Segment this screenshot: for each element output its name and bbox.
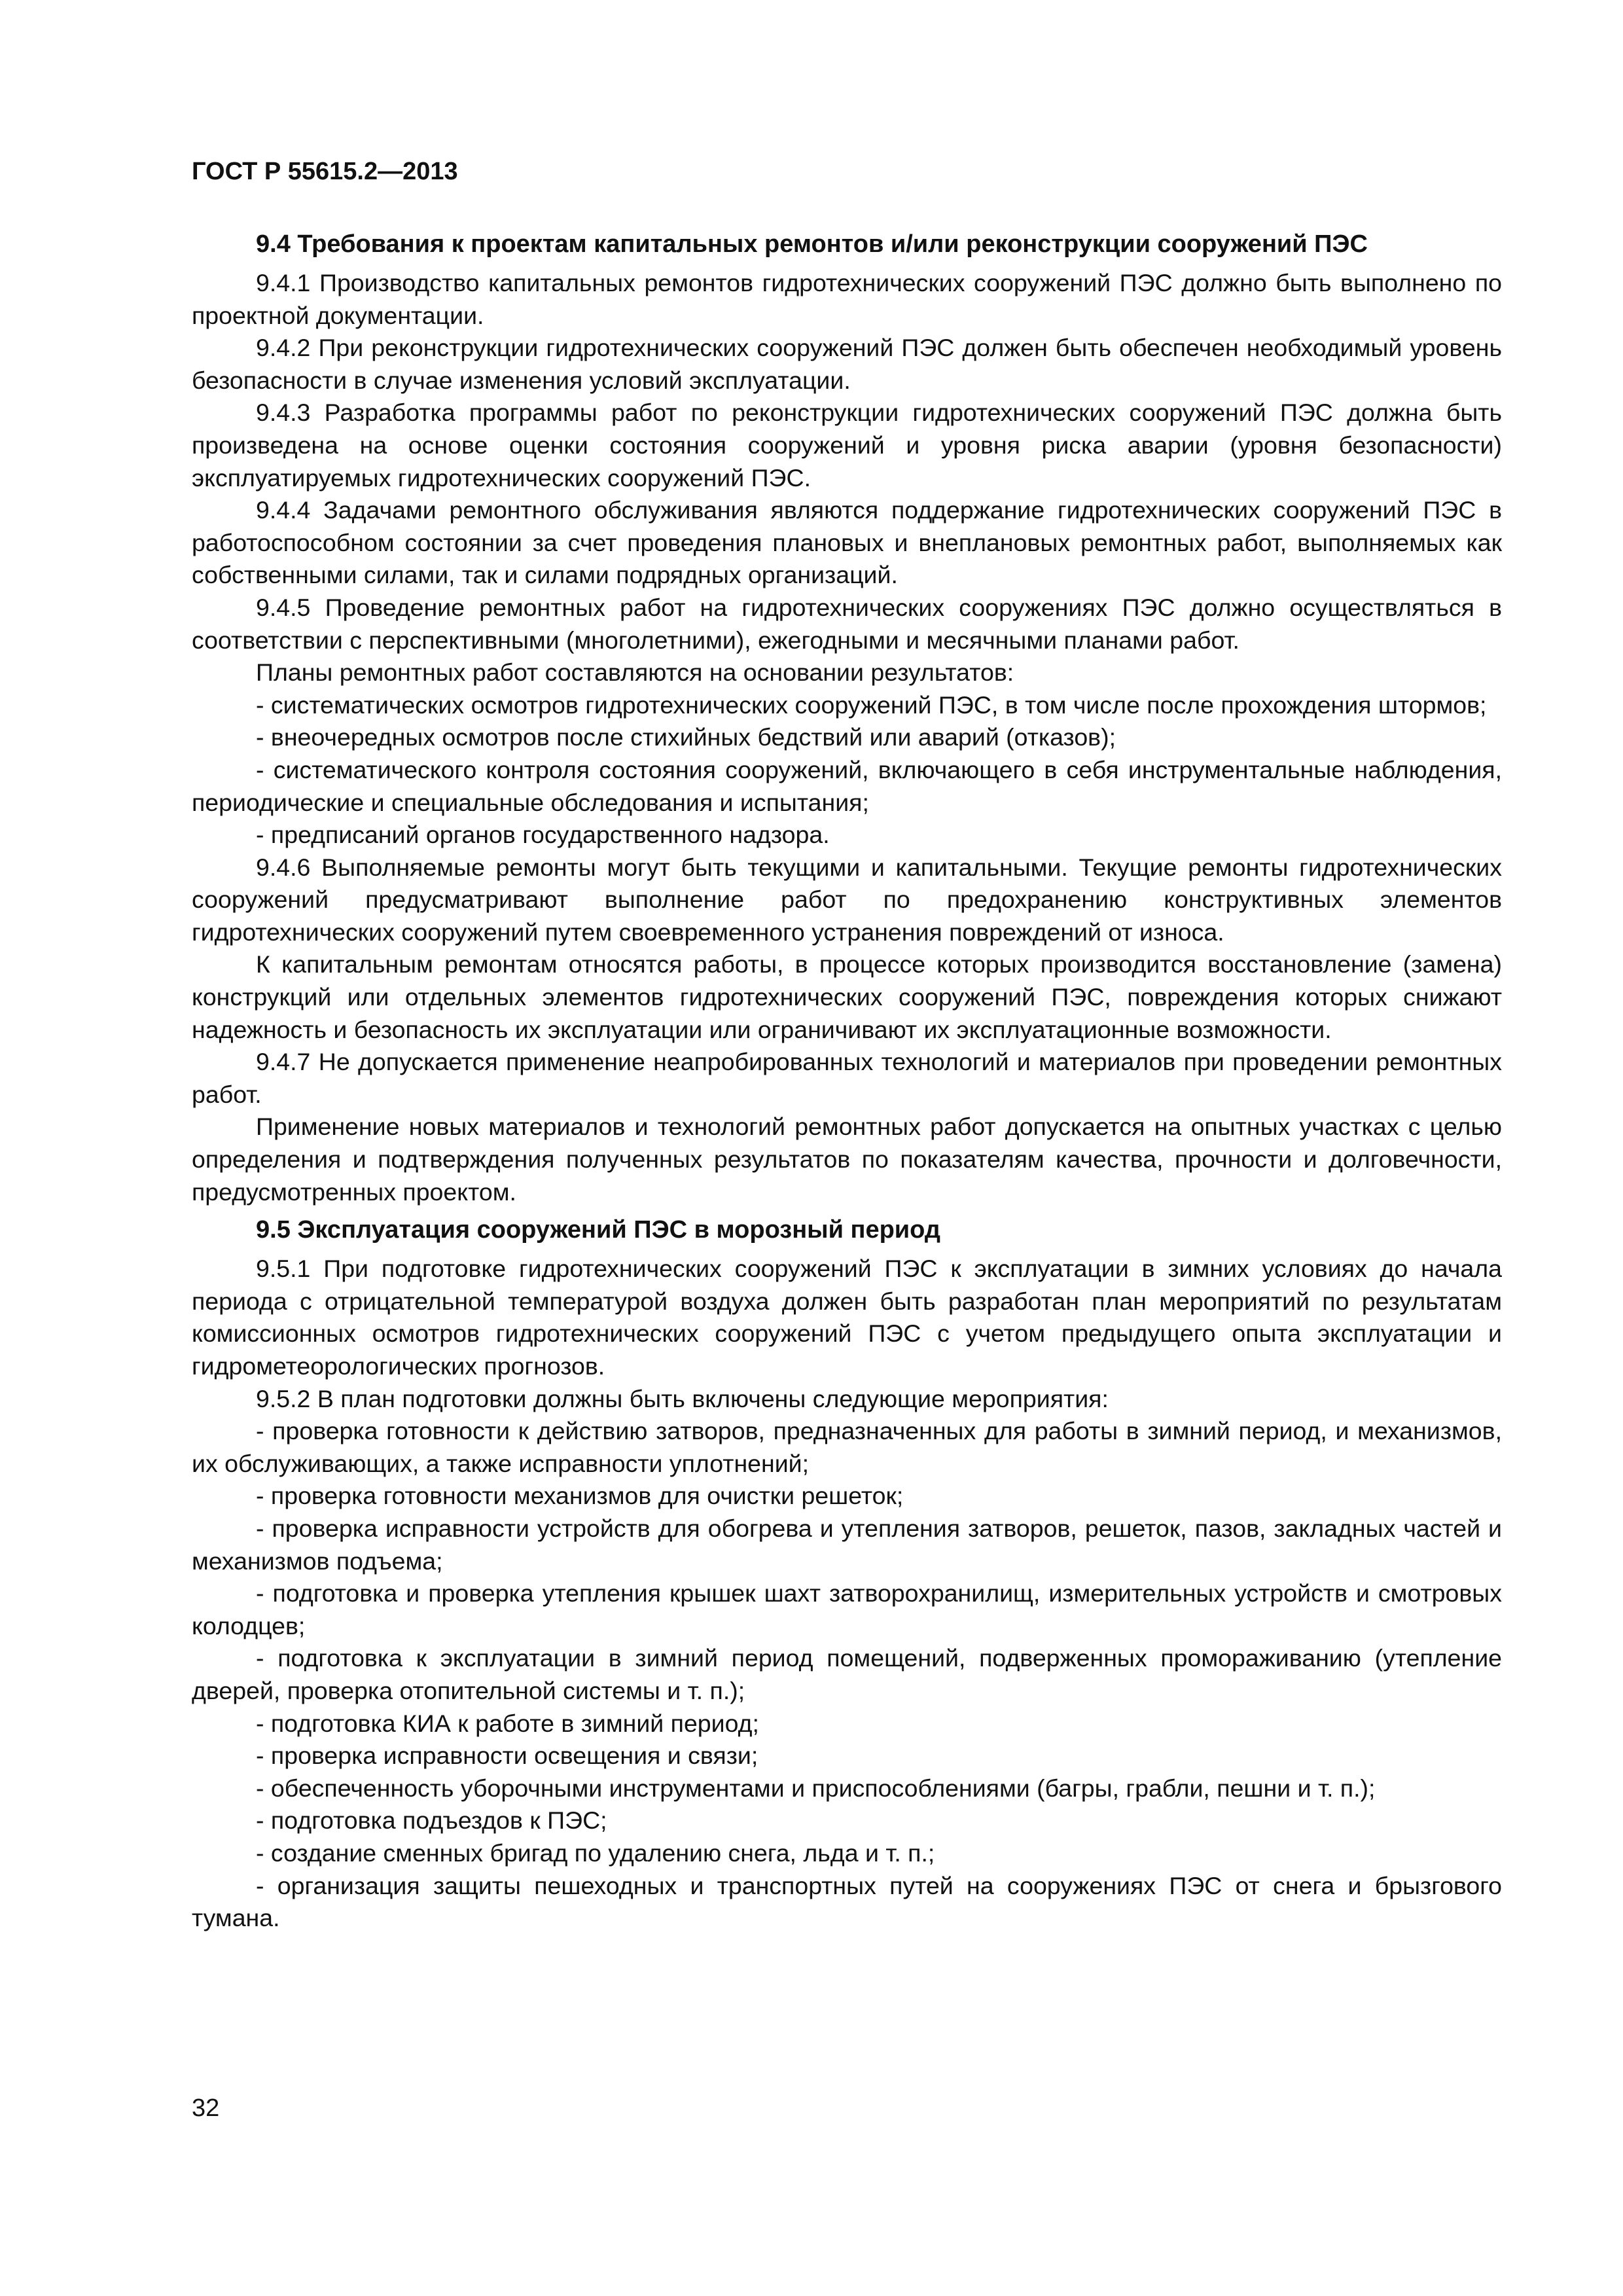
list-item: - подготовка подъездов к ПЭС; bbox=[256, 1806, 607, 1835]
list-item: - проверка исправности устройств для обогрева и утепления затворов, решеток, пазов, закладных частей и механизмов подъема; bbox=[192, 1514, 1502, 1575]
paragraph: 9.5.1 При подготовке гидротехнических сооружений ПЭС к эксплуатации в зимних условиях до начала периода с отрицательной температурой воздуха должен быть разработан план мероприятий по результатам комиссионных осмотров гидротехнических сооружений ПЭС с учетом предыдущего опыта эксплуатации и гидрометеорологических прогнозов. bbox=[192, 1255, 1502, 1380]
paragraph: 9.4.7 Не допускается применение неапробированных технологий и материалов при проведении ремонтных работ. bbox=[192, 1048, 1502, 1108]
list-item: - подготовка к эксплуатации в зимний период помещений, подверженных промораживанию (утепление дверей, проверка отопительной системы и т. п.); bbox=[192, 1644, 1502, 1704]
paragraph: 9.5.2 В план подготовки должны быть включены следующие мероприятия: bbox=[256, 1384, 1109, 1412]
list-item: - предписаний органов государственного надзора. bbox=[256, 821, 830, 849]
list-item: - проверка исправности освещения и связи; bbox=[256, 1742, 758, 1770]
list-item: - обеспеченность уборочными инструментами и приспособлениями (багры, грабли, пешни и т. п.); bbox=[256, 1774, 1376, 1802]
section-9-4 bbox=[192, 228, 1502, 1208]
paragraph: 9.4.5 Проведение ремонтных работ на гидротехнических сооружениях ПЭС должно осуществляться в соответствии с перспективными (многолетними), ежегодными и месячными планами работ. bbox=[192, 593, 1502, 654]
paragraph: Планы ремонтных работ составляются на основании результатов: bbox=[256, 658, 1014, 687]
paragraph: 9.4.2 При реконструкции гидротехнических сооружений ПЭС должен быть обеспечен необходимый уровень безопасности в случае изменения условий эксплуатации. bbox=[192, 334, 1502, 394]
list-item: - систематических осмотров гидротехнических сооружений ПЭС, в том числе после прохождения штормов; bbox=[256, 691, 1487, 719]
document-code: ГОСТ Р 55615.2—2013 bbox=[192, 158, 458, 185]
document-page bbox=[192, 154, 1502, 1935]
section-heading: 9.4 Требования к проектам капитальных ремонтов и/или реконструкции сооружений ПЭС bbox=[256, 230, 1368, 258]
list-item: - внеочередных осмотров после стихийных бедствий или аварий (отказов); bbox=[256, 723, 1116, 751]
list-item: - проверка готовности к действию затворов, предназначенных для работы в зимний период, и механизмов, их обслуживающих, а также исправности уплотнений; bbox=[192, 1417, 1502, 1477]
list-item: - создание сменных бригад по удалению снега, льда и т. п.; bbox=[256, 1839, 935, 1867]
page-number: 32 bbox=[192, 2094, 220, 2122]
list-item: - организация защиты пешеходных и транспортных путей на сооружениях ПЭС от снега и брызгового тумана. bbox=[192, 1871, 1502, 1932]
paragraph: 9.4.1 Производство капитальных ремонтов гидротехнических сооружений ПЭС должно быть выполнено по проектной документации. bbox=[192, 269, 1502, 329]
list-item: - подготовка и проверка утепления крышек шахт затворохранилищ, измерительных устройств и смотровых колодцев; bbox=[192, 1579, 1502, 1640]
paragraph: К капитальным ремонтам относятся работы, в процессе которых производится восстановление (замена) конструкций или отдельных элементов гидротехнических сооружений ПЭС, повреждения которых снижают надежность и безопасность их эксплуатации или ограничивают их эксплуатационные возможности. bbox=[192, 950, 1502, 1043]
list-item: - подготовка КИА к работе в зимний период; bbox=[256, 1709, 759, 1737]
list-item: - проверка готовности механизмов для очистки решеток; bbox=[256, 1482, 904, 1510]
section-9-5 bbox=[192, 1213, 1502, 1934]
paragraph: Применение новых материалов и технологий ремонтных работ допускается на опытных участках с целью определения и подтверждения полученных результатов по показателям качества, прочности и долговечности, предусмотренных проектом. bbox=[192, 1113, 1502, 1206]
list-item: - систематического контроля состояния сооружений, включающего в себя инструментальные наблюдения, периодические и специальные обследования и испытания; bbox=[192, 755, 1502, 816]
paragraph: 9.4.3 Разработка программы работ по реконструкции гидротехнических сооружений ПЭС должна быть произведена на основе оценки состояния сооружений и уровня риска аварии (уровня безопасности) эксплуатируемых гидротехнических сооружений ПЭС. bbox=[192, 399, 1502, 492]
section-heading: 9.5 Эксплуатация сооружений ПЭС в морозный период bbox=[256, 1216, 941, 1244]
paragraph: 9.4.4 Задачами ремонтного обслуживания являются поддержание гидротехнических сооружений ПЭС в работоспособном состоянии за счет проведения плановых и внеплановых ремонтных работ, выполняемых как собственными силами, так и силами подрядных организаций. bbox=[192, 496, 1502, 589]
paragraph: 9.4.6 Выполняемые ремонты могут быть текущими и капитальными. Текущие ремонты гидротехнических сооружений предусматривают выполнение работ по предохранению конструктивных элементов гидротехнических сооружений путем своевременного устранения повреждений от износа. bbox=[192, 853, 1502, 946]
